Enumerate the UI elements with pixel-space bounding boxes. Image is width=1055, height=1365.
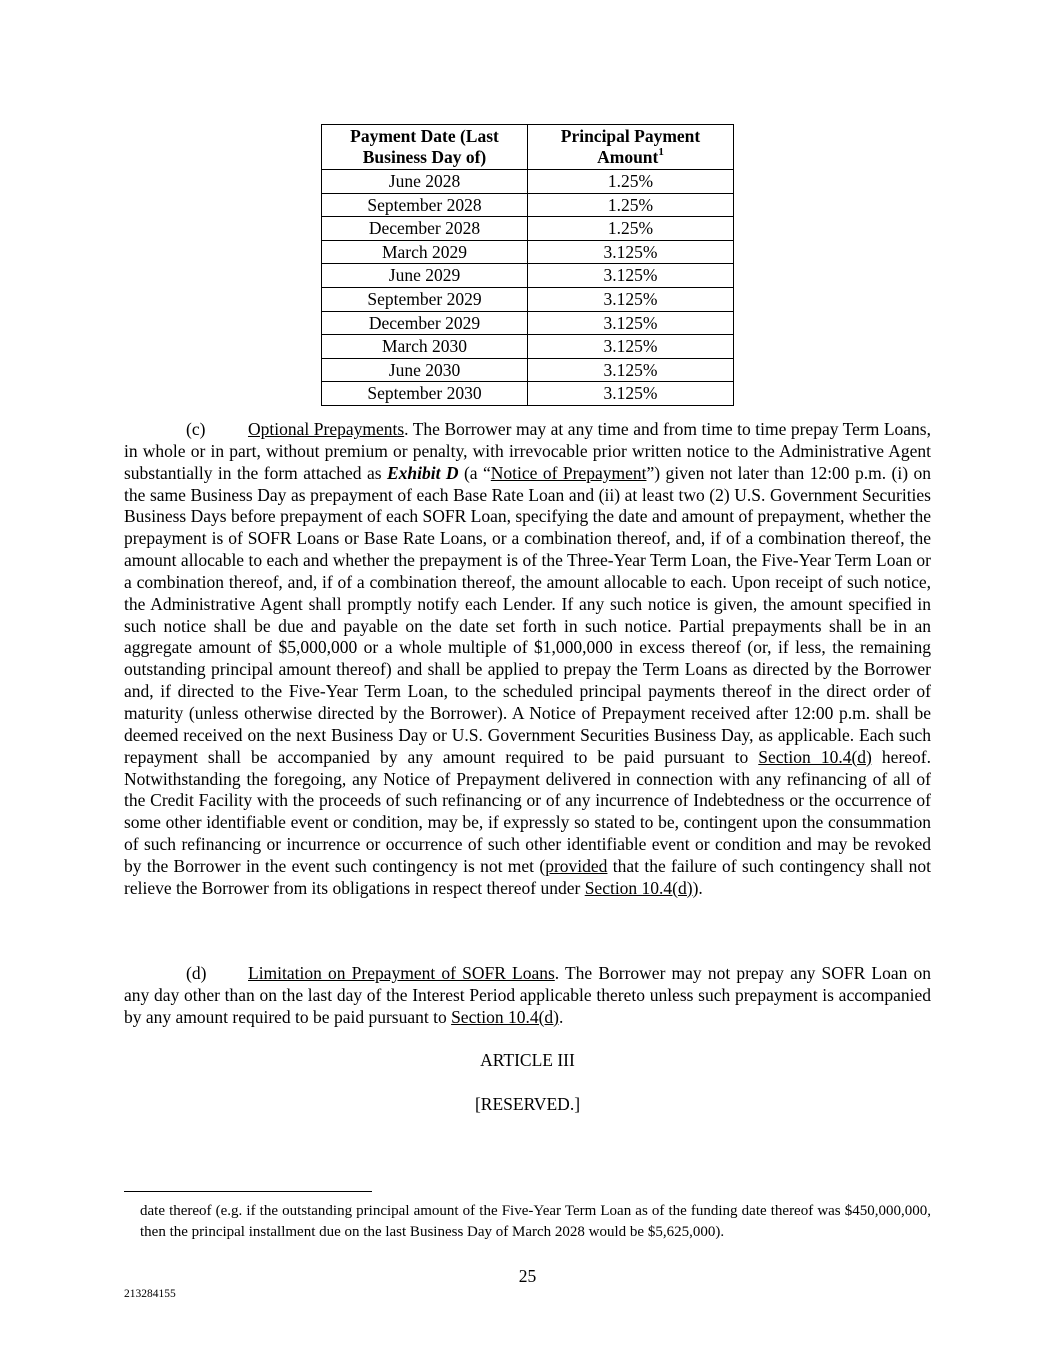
table-row [322,193,734,217]
payment-amount-cell: 1.25% [528,193,734,217]
table-row [322,311,734,335]
article-title: ARTICLE III [480,1050,575,1070]
payment-date-cell: March 2029 [322,240,528,264]
payment-amount-cell: 3.125% [528,287,734,311]
section-reference: Section 10.4(d) [758,746,872,767]
footnote-divider [124,1191,372,1192]
section-reference: Section 10.4(d) [584,877,693,898]
payment-date-cell: March 2030 [322,335,528,359]
payment-amount-cell: 3.125% [528,264,734,288]
payment-date-cell: December 2028 [322,217,528,241]
defined-term: Notice of Prepayment [490,462,647,483]
payment-date-cell: December 2029 [322,311,528,335]
footnote-marker: 1 [658,146,664,158]
payment-date-cell: September 2028 [322,193,528,217]
table-row [322,217,734,241]
payment-amount-cell: 1.25% [528,170,734,194]
section-reference: Section 10.4(d) [451,1006,559,1027]
table-header-row [322,125,734,170]
paragraph-text: that the failure of such contingency shall not relieve the Borrower from its obligations in respect thereof under [124,855,931,898]
payment-amount-cell: 1.25% [528,217,734,241]
payment-amount-cell: 3.125% [528,311,734,335]
payment-date-cell: June 2029 [322,264,528,288]
table-row [322,264,734,288]
payment-amount-cell: 3.125% [528,240,734,264]
payment-date-cell: September 2030 [322,382,528,406]
table-row [322,335,734,359]
payment-date-cell: June 2030 [322,358,528,382]
footnote-text: date thereof (e.g. if the outstanding principal amount of the Five-Year Term Loan as of the funding date thereof was $450,000,000, then the principal installment due on the last Business Day of March 2028 would be $5,625,000). [140,1203,931,1240]
payment-amount-cell: 3.125% [528,358,734,382]
article-subtitle: [RESERVED.] [474,1094,581,1114]
header-text: Principal Payment [560,126,701,146]
payment-amount-cell: 3.125% [528,335,734,359]
paragraph-heading: Limitation on Prepayment of SOFR Loans [248,963,555,983]
header-text: Amount [597,147,659,167]
table-row [322,382,734,406]
paragraph-text: hereof. Notwithstanding the foregoing, any Notice of Prepayment delivered in connection with any refinancing of all of the Credit Facility with the proceeds of such refinancing or of any incurrence of Indebtedness or the occurrence of some other identifiable event or condition, may be, if expressly so stated to be, contingent upon the consummation of such refinancing or incurrence or occurrence of such other identifiable event or condition and may be revoked by the Borrower in the event such contingency is not met ( [124,746,931,876]
paragraph-text: . The Borrower may at any time and from time to time prepay Term Loans, in whole or in part, without premium or penalty, with irrevocable prior written notice to the Administrative Agent substantially in the form attached as [124,419,931,483]
payment-date-cell: June 2028 [322,170,528,194]
paragraph-heading: Optional Prepayments [248,419,405,439]
header-text: Business Day of) [362,147,487,167]
paragraph-text: . The Borrower may not prepay any SOFR Loan on any day other than on the last day of the Interest Period applicable thereto unless such prepayment is accompanied by any amount required to be paid pursuant to [124,963,931,1027]
paragraph-text: (a “ [458,462,491,483]
provided-term: provided [545,855,608,876]
header-payment-date [322,125,528,170]
header-text: Payment Date (Last [350,126,499,146]
paragraph-limitation-prepayment [124,963,931,1029]
exhibit-reference: Exhibit D [386,462,459,483]
paragraph-label: (d) [186,963,207,983]
table-row [322,287,734,311]
page-number: 25 [518,1266,537,1286]
paragraph-text: ”) given not later than 12:00 p.m. (i) on the same Business Day as prepayment of each Base Rate Loan and (ii) at least two (2) U.S. Government Securities Business Days before prepayment of each SOFR Loan, specifying the date and amount of prepayment, whether the prepayment is of SOFR Loans or Base Rate Loans, or a combination thereof, and, if of a combination thereof, the amount allocable to each and whether the prepayment is of the Three-Year Term Loan, the Five-Year Term Loan or a combination thereof, and, if of a combination thereof, the amount allocable to each. Upon receipt of such notice, the Administrative Agent shall promptly notify each Lender. If any such notice is given, the amount specified in such notice shall be due and payable on the date set forth in such notice. Partial prepayments shall be in an aggregate amount of $5,000,000 or a whole multiple of $1,000,000 in excess thereof (or, if less, the remaining outstanding principal amount thereof) and shall be applied to prepay the Term Loans as directed by the Borrower and, if directed to the Five-Year Term Loan, to the scheduled principal payments thereof in the direct order of maturity (unless otherwise directed by the Borrower). A Notice of Prepayment received after 12:00 p.m. shall be deemed received on the next Business Day or U.S. Government Securities Business Day, as applicable. Each such repayment shall be accompanied by any amount required to be paid pursuant to [124,462,931,767]
header-principal-amount [528,125,734,170]
paragraph-label: (c) [186,419,206,439]
table-row [322,170,734,194]
payment-amount-cell: 3.125% [528,382,734,406]
paragraph-text: . [558,1006,564,1027]
paragraph-optional-prepayments [124,419,931,900]
payment-date-cell: September 2029 [322,287,528,311]
document-id: 213284155 [124,1288,176,1300]
paragraph-text: ). [692,877,703,898]
table-row [322,240,734,264]
table-row [322,358,734,382]
payment-schedule-table [321,124,734,406]
